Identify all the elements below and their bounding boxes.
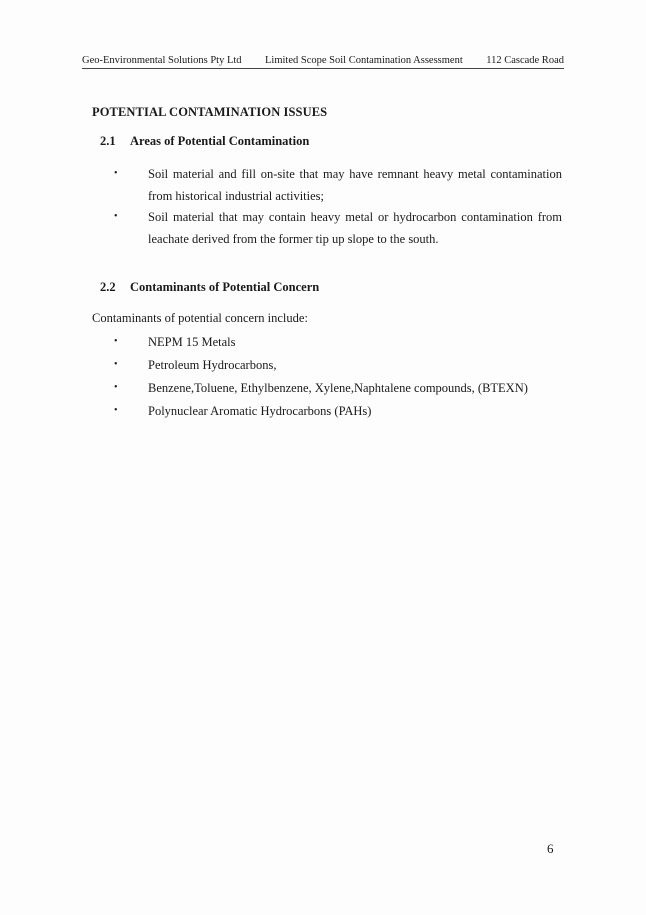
list-item: Benzene,Toluene, Ethylbenzene, Xylene,Naphtalene compounds, (BTEXN) [148,381,528,395]
bullet-icon: • [114,211,118,222]
subsection-number: 2.2 [100,280,116,294]
subsection-title: Areas of Potential Contamination [130,134,310,148]
bullet-icon: • [114,168,118,179]
list-item: NEPM 15 Metals [148,335,236,349]
list-item: Petroleum Hydrocarbons, [148,358,277,372]
bullet-icon: • [114,405,118,416]
list-item: Soil material and fill on-site that may have remnant heavy metal contamination from historical industrial activities; [148,167,562,203]
subsection-heading-contaminants [100,280,319,295]
page-header [82,54,564,69]
page-number: 6 [547,841,554,856]
subsection-title: Contaminants of Potential Concern [130,280,320,294]
header-company: Geo-Environmental Solutions Pty Ltd [82,55,242,66]
bullet-icon: • [114,359,118,370]
header-address: 112 Cascade Road [486,55,564,66]
subsection-heading-areas [100,134,309,149]
section-title: POTENTIAL CONTAMINATION ISSUES [92,105,328,119]
intro-paragraph: Contaminants of potential concern include: [92,311,308,325]
header-report-title: Limited Scope Soil Contamination Assessment [265,55,463,66]
list-item: Polynuclear Aromatic Hydrocarbons (PAHs) [148,404,372,418]
bullet-icon: • [114,336,118,347]
list-item: Soil material that may contain heavy metal or hydrocarbon contamination from leachate derived from the former tip up slope to the south. [148,210,562,246]
bullet-icon: • [114,382,118,393]
subsection-number: 2.1 [100,134,116,148]
